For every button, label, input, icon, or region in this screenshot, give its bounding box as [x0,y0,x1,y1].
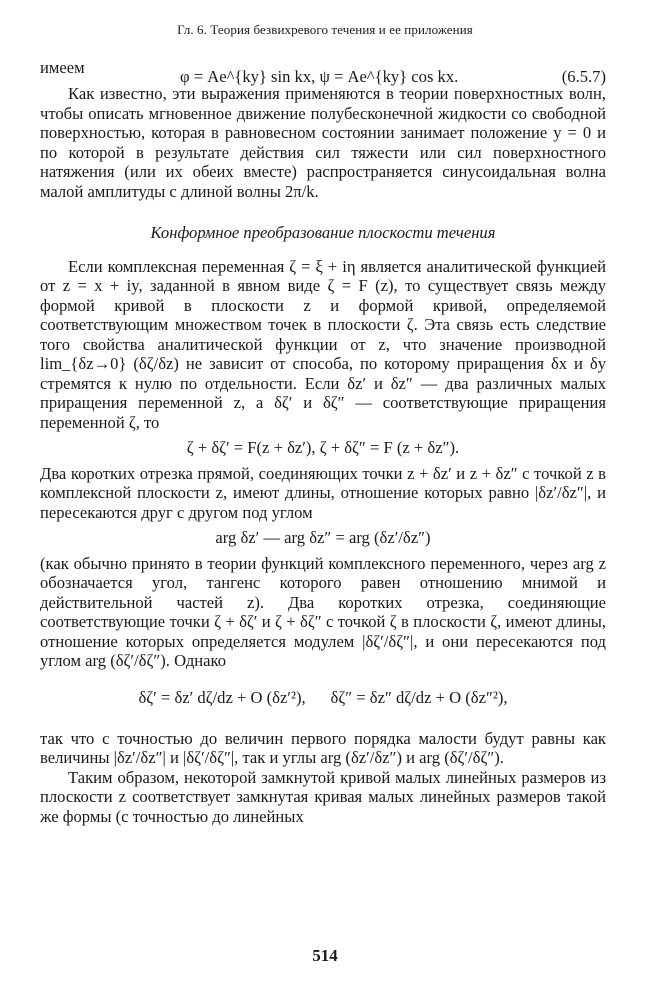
paragraph-1: Как известно, эти выражения применяются в теории поверхностных волн, чтобы описать мгновенное движение полубесконечной жидкости со свободной поверхностью, которая в равновесном состоянии занимает положение y = 0 и по которой в результате действия сил тяжести или сил поверхностного натяжения (или их обеих вместе) распространяется синусоидальная волна малой амплитуды с длиной волны 2π/k. [40,84,606,201]
running-header: Гл. 6. Теория безвихревого течения и ее приложения [177,22,473,37]
equation-angle: arg δz′ — arg δz″ = arg (δz′/δz″) [215,528,431,547]
equation-derivative-2: δζ″ = δz″ dζ/dz + O (δz″²), [330,687,508,707]
paragraph-5: так что с точностью до величин первого порядка малости будут равны как величины |δz′/δz″| и |δζ′/δζ″|, так и углы arg (δz′/δz″) и arg (δζ′/δζ″). [40,728,606,767]
page-body [40,58,606,826]
page-number: 514 [312,946,338,965]
equation-row-6-5-7 [40,58,606,84]
intro-word: имеем [40,58,85,77]
equation-6-5-7: φ = Ae^{ky} sin kx, ψ = Ae^{ky} cos kx. [180,67,459,86]
paragraph-6: Таким образом, некоторой замкнутой кривой малых линейных размеров из плоскости z соответствует замкнутая кривая малых линейных размеров такой же формы (с точностью до линейных [40,767,606,826]
equation-number: (6.5.7) [561,67,606,86]
equation-increments: ζ + δζ′ = F(z + δz′), ζ + δζ″ = F (z + δz″). [186,438,460,457]
equation-derivative-1: δζ′ = δz′ dζ/dz + O (δz′²), [138,687,306,707]
section-heading: Конформное преобразование плоскости течения [150,223,496,242]
paragraph-2: Если комплексная переменная ζ = ξ + iη является аналитической функцией от z = x + iy, заданной в явном виде ζ = F (z), то существует связь между формой кривой в плоскости z и формой кривой, определяемой соответствующим множеством точек в плоскости ζ. Эта связь есть следствие того свойства аналитической функции от z, что значение производной lim_{δz→0} (δζ/δz) не зависит от способа, по которому приращения δx и δy стремятся к нулю по отдельности. Если δz′ и δz″ — два различных малых приращения переменной z, а δζ′ и δζ″ — соответствующие приращения переменной ζ, то [40,256,606,432]
equation-derivatives [40,681,606,715]
paragraph-4: (как обычно принято в теории функций комплексного переменного, через arg z обозначается угол, тангенс которого равен отношению мнимой и действительной частей z). Два коротких отрезка, соединяющие соответствующие точки ζ + δζ′ и ζ + δζ″ с точкой ζ в плоскости ζ, имеют длины, отношение которых определяется модулем |δζ′/δζ″|, и они пересекаются под углом arg (δζ′/δζ″). Однако [40,553,606,670]
paragraph-3: Два коротких отрезка прямой, соединяющих точки z + δz′ и z + δz″ с точкой z в комплексной плоскости z, имеют длины, отношение которых равно |δz′/δz″|, и пересекаются друг с другом под углом [40,463,606,522]
